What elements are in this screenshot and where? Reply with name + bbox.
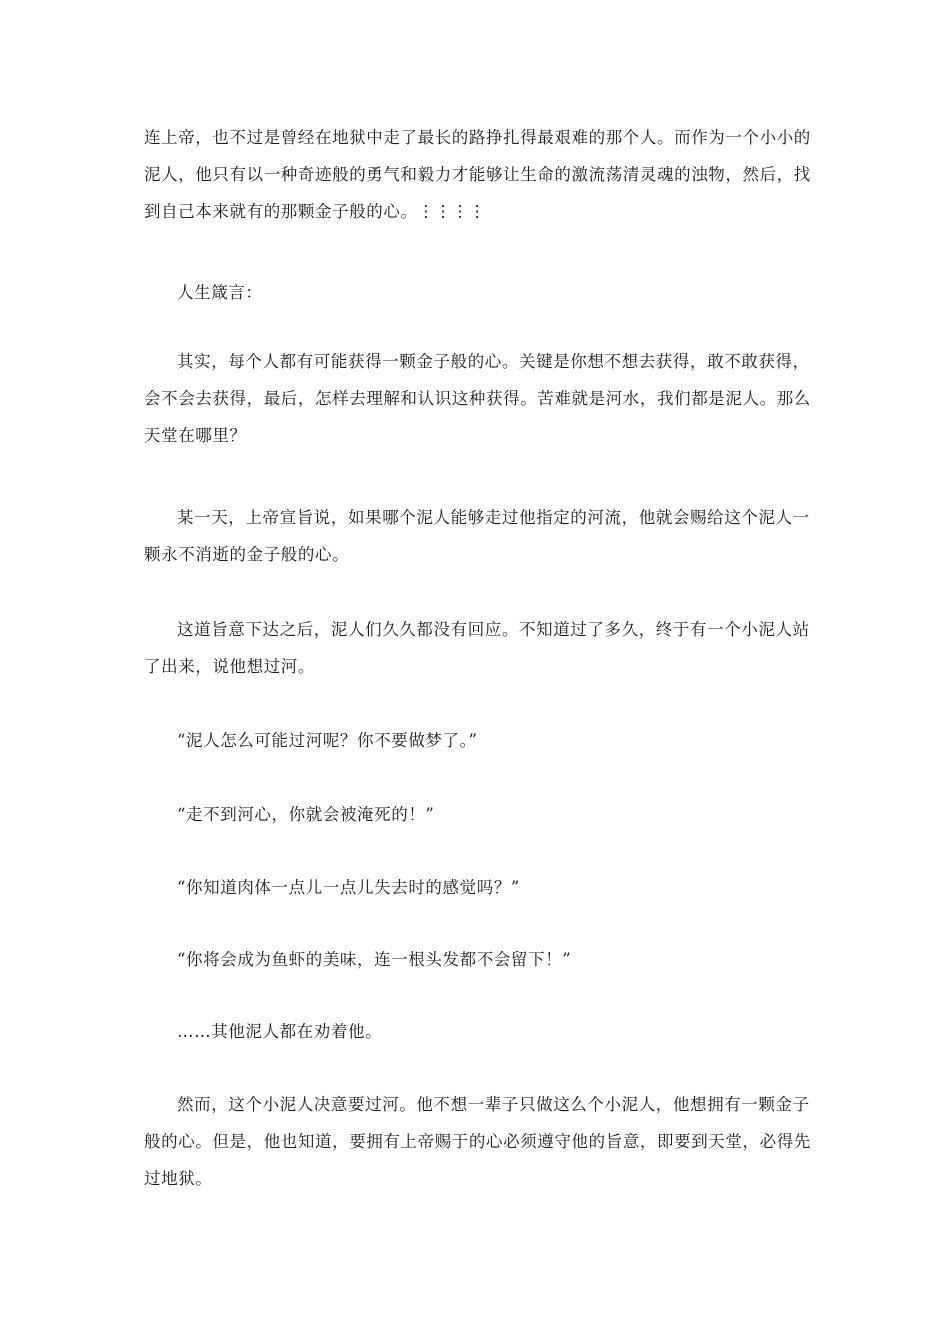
text-line: 天堂在哪里？ [144,426,247,445]
dialogue-line: “你将会成为鱼虾的美味，连一根头发都不会留下！” [177,950,572,969]
paragraph-intro [144,119,811,230]
paragraph-heading-motto [144,274,808,311]
dialogue-line: “走不到河心，你就会被淹死的！” [177,805,435,824]
paragraph-motto-body [144,343,811,454]
text-line: 其实，每个人都有可能获得一颗金子般的心。关键是你想不想去获得，敢不敢获得， [177,352,810,371]
paragraph-quote-1 [144,722,808,759]
dialogue-line: “你知道肉体一点儿一点儿失去时的感觉吗？” [177,878,520,897]
dialogue-line: “泥人怎么可能过河呢？你不要做梦了。” [177,731,478,750]
text-line: 会不会去获得，最后，怎样去理解和认识这种获得。苦难就是河水，我们都是泥人。那么 [144,389,811,408]
text-line: 过地狱。 [144,1169,213,1188]
paragraph-quote-3 [144,869,808,906]
text-line: 颗永不消逝的金子般的心。 [144,545,350,564]
text-line: 然而，这个小泥人决意要过河。他不想一辈子只做这么个小泥人，他想拥有一颗金子 [177,1095,810,1114]
paragraph-response [144,611,808,685]
text-line: 般的心。但是，他也知道，要拥有上帝赐于的心必须遵守他的旨意，即要到天堂，必得先 [144,1132,811,1151]
paragraph-decree [144,499,808,573]
text-line: 了出来，说他想过河。 [144,657,315,676]
text-line: ……其他泥人都在劝着他。 [177,1022,383,1041]
paragraph-persuasion [144,1013,808,1050]
text-line: 到自己本来就有的那颗金子般的心。⋮⋮⋮⋮ [144,202,486,221]
text-line: 某一天，上帝宣旨说，如果哪个泥人能够走过他指定的河流，他就会赐给这个泥人一 [177,508,810,527]
text-line: 连上帝，也不过是曾经在地狱中走了最长的路挣扎得最艰难的那个人。而作为一个小小的 [144,128,811,147]
paragraph-quote-4 [144,941,808,978]
motto-heading: 人生箴言： [177,283,263,302]
text-line: 泥人，他只有以一种奇迹般的勇气和毅力才能够让生命的激流荡清灵魂的浊物，然后，找 [144,165,811,184]
paragraph-quote-2 [144,796,808,833]
text-line: 这道旨意下达之后，泥人们久久都没有回应。不知道过了多久，终于有一个小泥人站 [177,620,810,639]
paragraph-decision [144,1086,811,1197]
